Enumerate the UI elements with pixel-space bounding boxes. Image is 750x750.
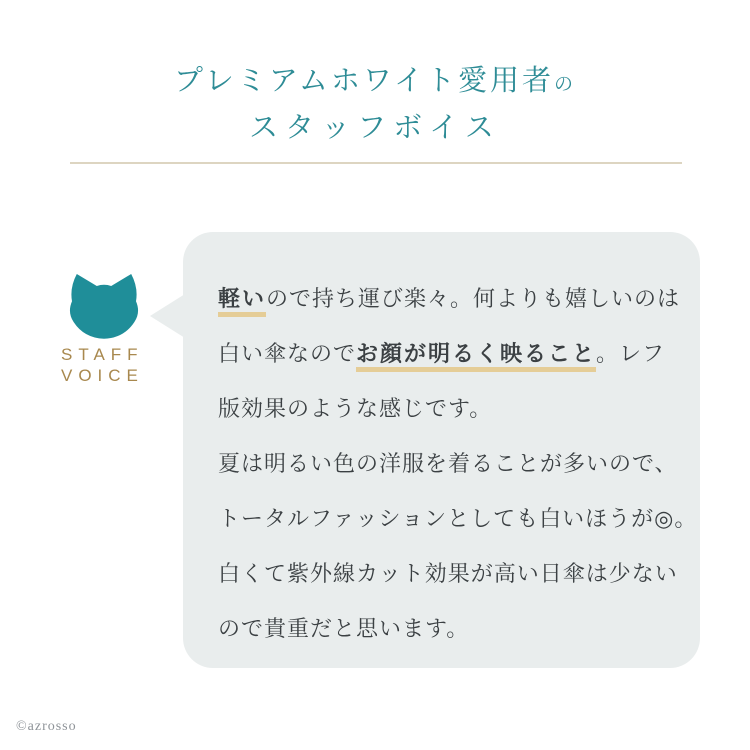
- staff-label-line2: VOICE: [61, 366, 144, 385]
- staff-label-line1: STAFF: [61, 345, 144, 364]
- cat-head-icon: [64, 270, 144, 342]
- bubble-text-emphasis: お顔が明るく映ること: [356, 341, 596, 372]
- divider-line: [70, 162, 682, 164]
- copyright-watermark: ©azrosso: [16, 719, 77, 734]
- bubble-text-segment: 夏は明るい色の洋服を着ることが多いので、: [218, 451, 678, 476]
- bubble-text-line: [218, 436, 676, 491]
- title-line-2: スタッフボイス: [249, 112, 501, 144]
- title-line-1: [0, 60, 750, 106]
- bubble-text-line: [218, 491, 698, 546]
- bubble-text-line: [218, 601, 676, 656]
- bubble-text-segment: 白くて紫外線カット効果が高い日傘は少ない: [218, 561, 678, 586]
- speech-bubble-tail: [150, 294, 185, 338]
- bubble-text-line: [218, 271, 681, 326]
- bubble-text-line: [218, 381, 676, 436]
- bubble-text-segment: 。レフ: [596, 341, 666, 366]
- bubble-text-segment: 白い傘なので: [218, 341, 357, 366]
- title-line-1-particle: の: [553, 74, 576, 95]
- speech-bubble: [183, 232, 700, 668]
- staff-voice-label: [61, 344, 161, 386]
- bubble-text-segment: ので持ち運び楽々。何よりも嬉しいのは: [266, 286, 681, 311]
- bubble-text-segment: トータルファッションとしても白いほうが◎。: [218, 506, 698, 531]
- section-title: [0, 60, 750, 150]
- bubble-text-segment: 版効果のような感じです。: [218, 396, 493, 421]
- bubble-text-emphasis: 軽い: [218, 286, 266, 317]
- bubble-text-segment: ので貴重だと思います。: [218, 616, 470, 641]
- bubble-text-line: [218, 546, 676, 601]
- bubble-text-line: [218, 326, 676, 381]
- title-line-1-main: プレミアムホワイト愛用者: [174, 65, 554, 97]
